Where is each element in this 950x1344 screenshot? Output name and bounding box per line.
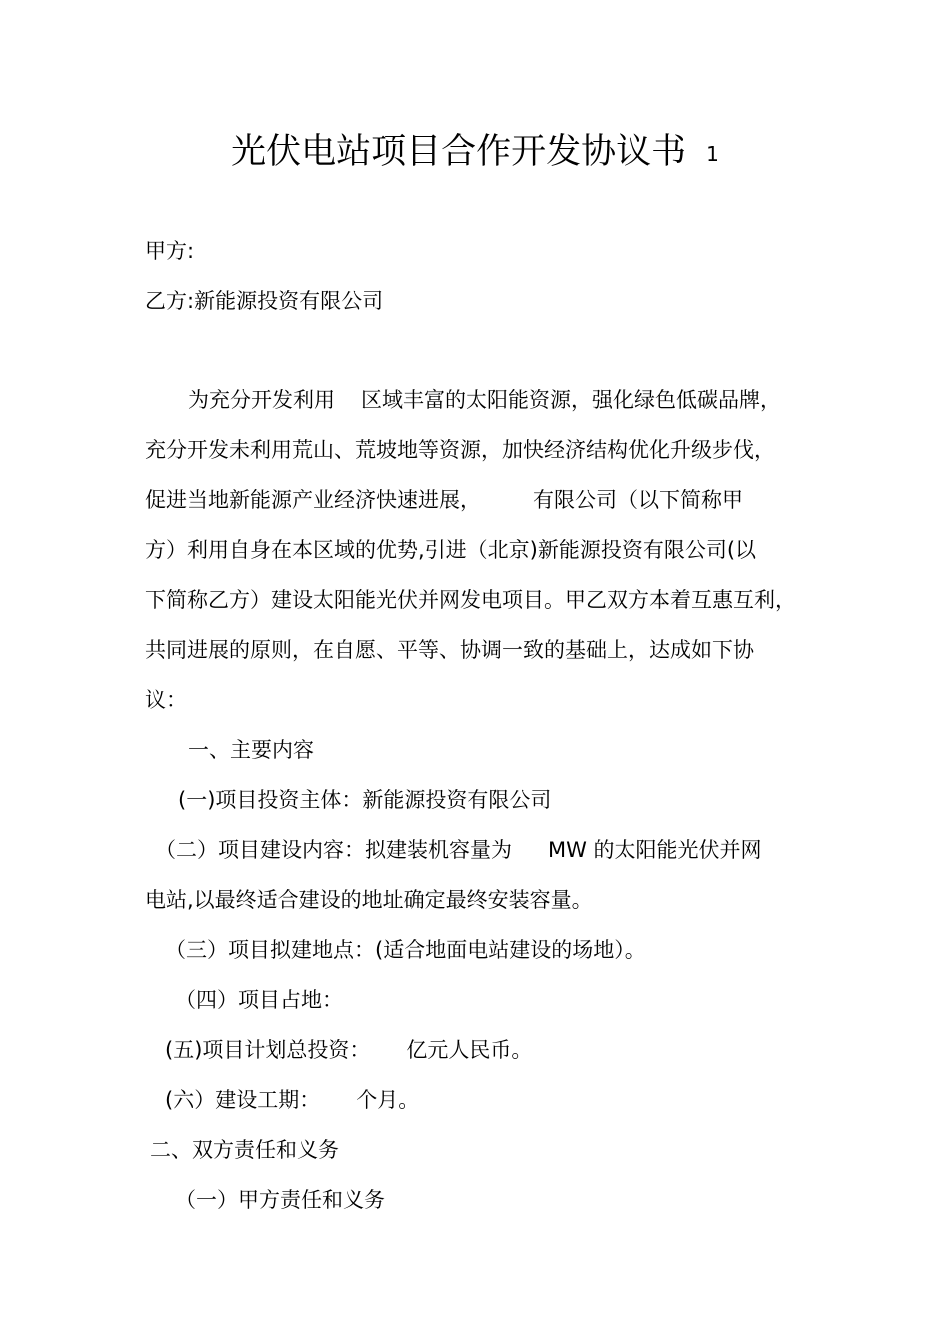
section-1-heading: 一、主要内容 [188,738,314,762]
preamble-line-2: 充分开发未利用荒山、荒坡地等资源，加快经济结构优化升级步伐， [145,438,775,462]
item-text: MW 的太阳能光伏并网 [548,838,762,862]
section-1-item-2-cont: 电站,以最终适合建设的地址确定最终安装容量。 [145,888,593,912]
party-a-line: 甲方: [145,239,195,263]
item-text: （二）项目建设内容：拟建装机容量为 [155,838,512,862]
document-title [0,126,950,180]
item-text: 个月。 [356,1088,420,1112]
section-1-item-1: (一)项目投资主体：新能源投资有限公司 [178,788,552,812]
section-2-heading: 二、双方责任和义务 [150,1138,339,1162]
section-2-item-1: （一）甲方责任和义务 [175,1188,385,1212]
preamble-line-5: 下简称乙方）建设太阳能光伏并网发电项目。甲乙双方本着互惠互利， [145,588,796,612]
preamble-line-3 [145,485,743,515]
item-text: (五)项目计划总投资： [165,1038,371,1062]
item-text: 亿元人民币。 [406,1038,533,1062]
section-1-item-5 [165,1035,532,1065]
party-b-line: 乙方:新能源投资有限公司 [145,289,384,313]
preamble-line-6: 共同进展的原则，在自愿、平等、协调一致的基础上，达成如下协 [145,638,754,662]
preamble-line-4: 方）利用自身在本区域的优势,引进（北京)新能源投资有限公司(以 [145,538,757,562]
title-text: 光伏电站项目合作开发协议书 [231,132,687,172]
section-1-item-6 [165,1085,419,1115]
section-1-item-4: （四）项目占地： [175,988,343,1012]
preamble-text: 有限公司（以下简称甲 [533,488,743,512]
item-text: (六）建设工期： [165,1088,321,1112]
preamble-text: 促进当地新能源产业经济快速进展， [145,488,481,512]
preamble-line-7: 议： [145,688,187,712]
preamble-line-1 [188,385,781,415]
section-1-item-2 [155,835,762,865]
preamble-text: 为充分开发利用 [188,388,335,412]
title-number: 1 [706,142,719,166]
preamble-text: 区域丰富的太阳能资源，强化绿色低碳品牌， [361,388,781,412]
section-1-item-3: （三）项目拟建地点：(适合地面电站建设的场地）。 [165,938,646,962]
